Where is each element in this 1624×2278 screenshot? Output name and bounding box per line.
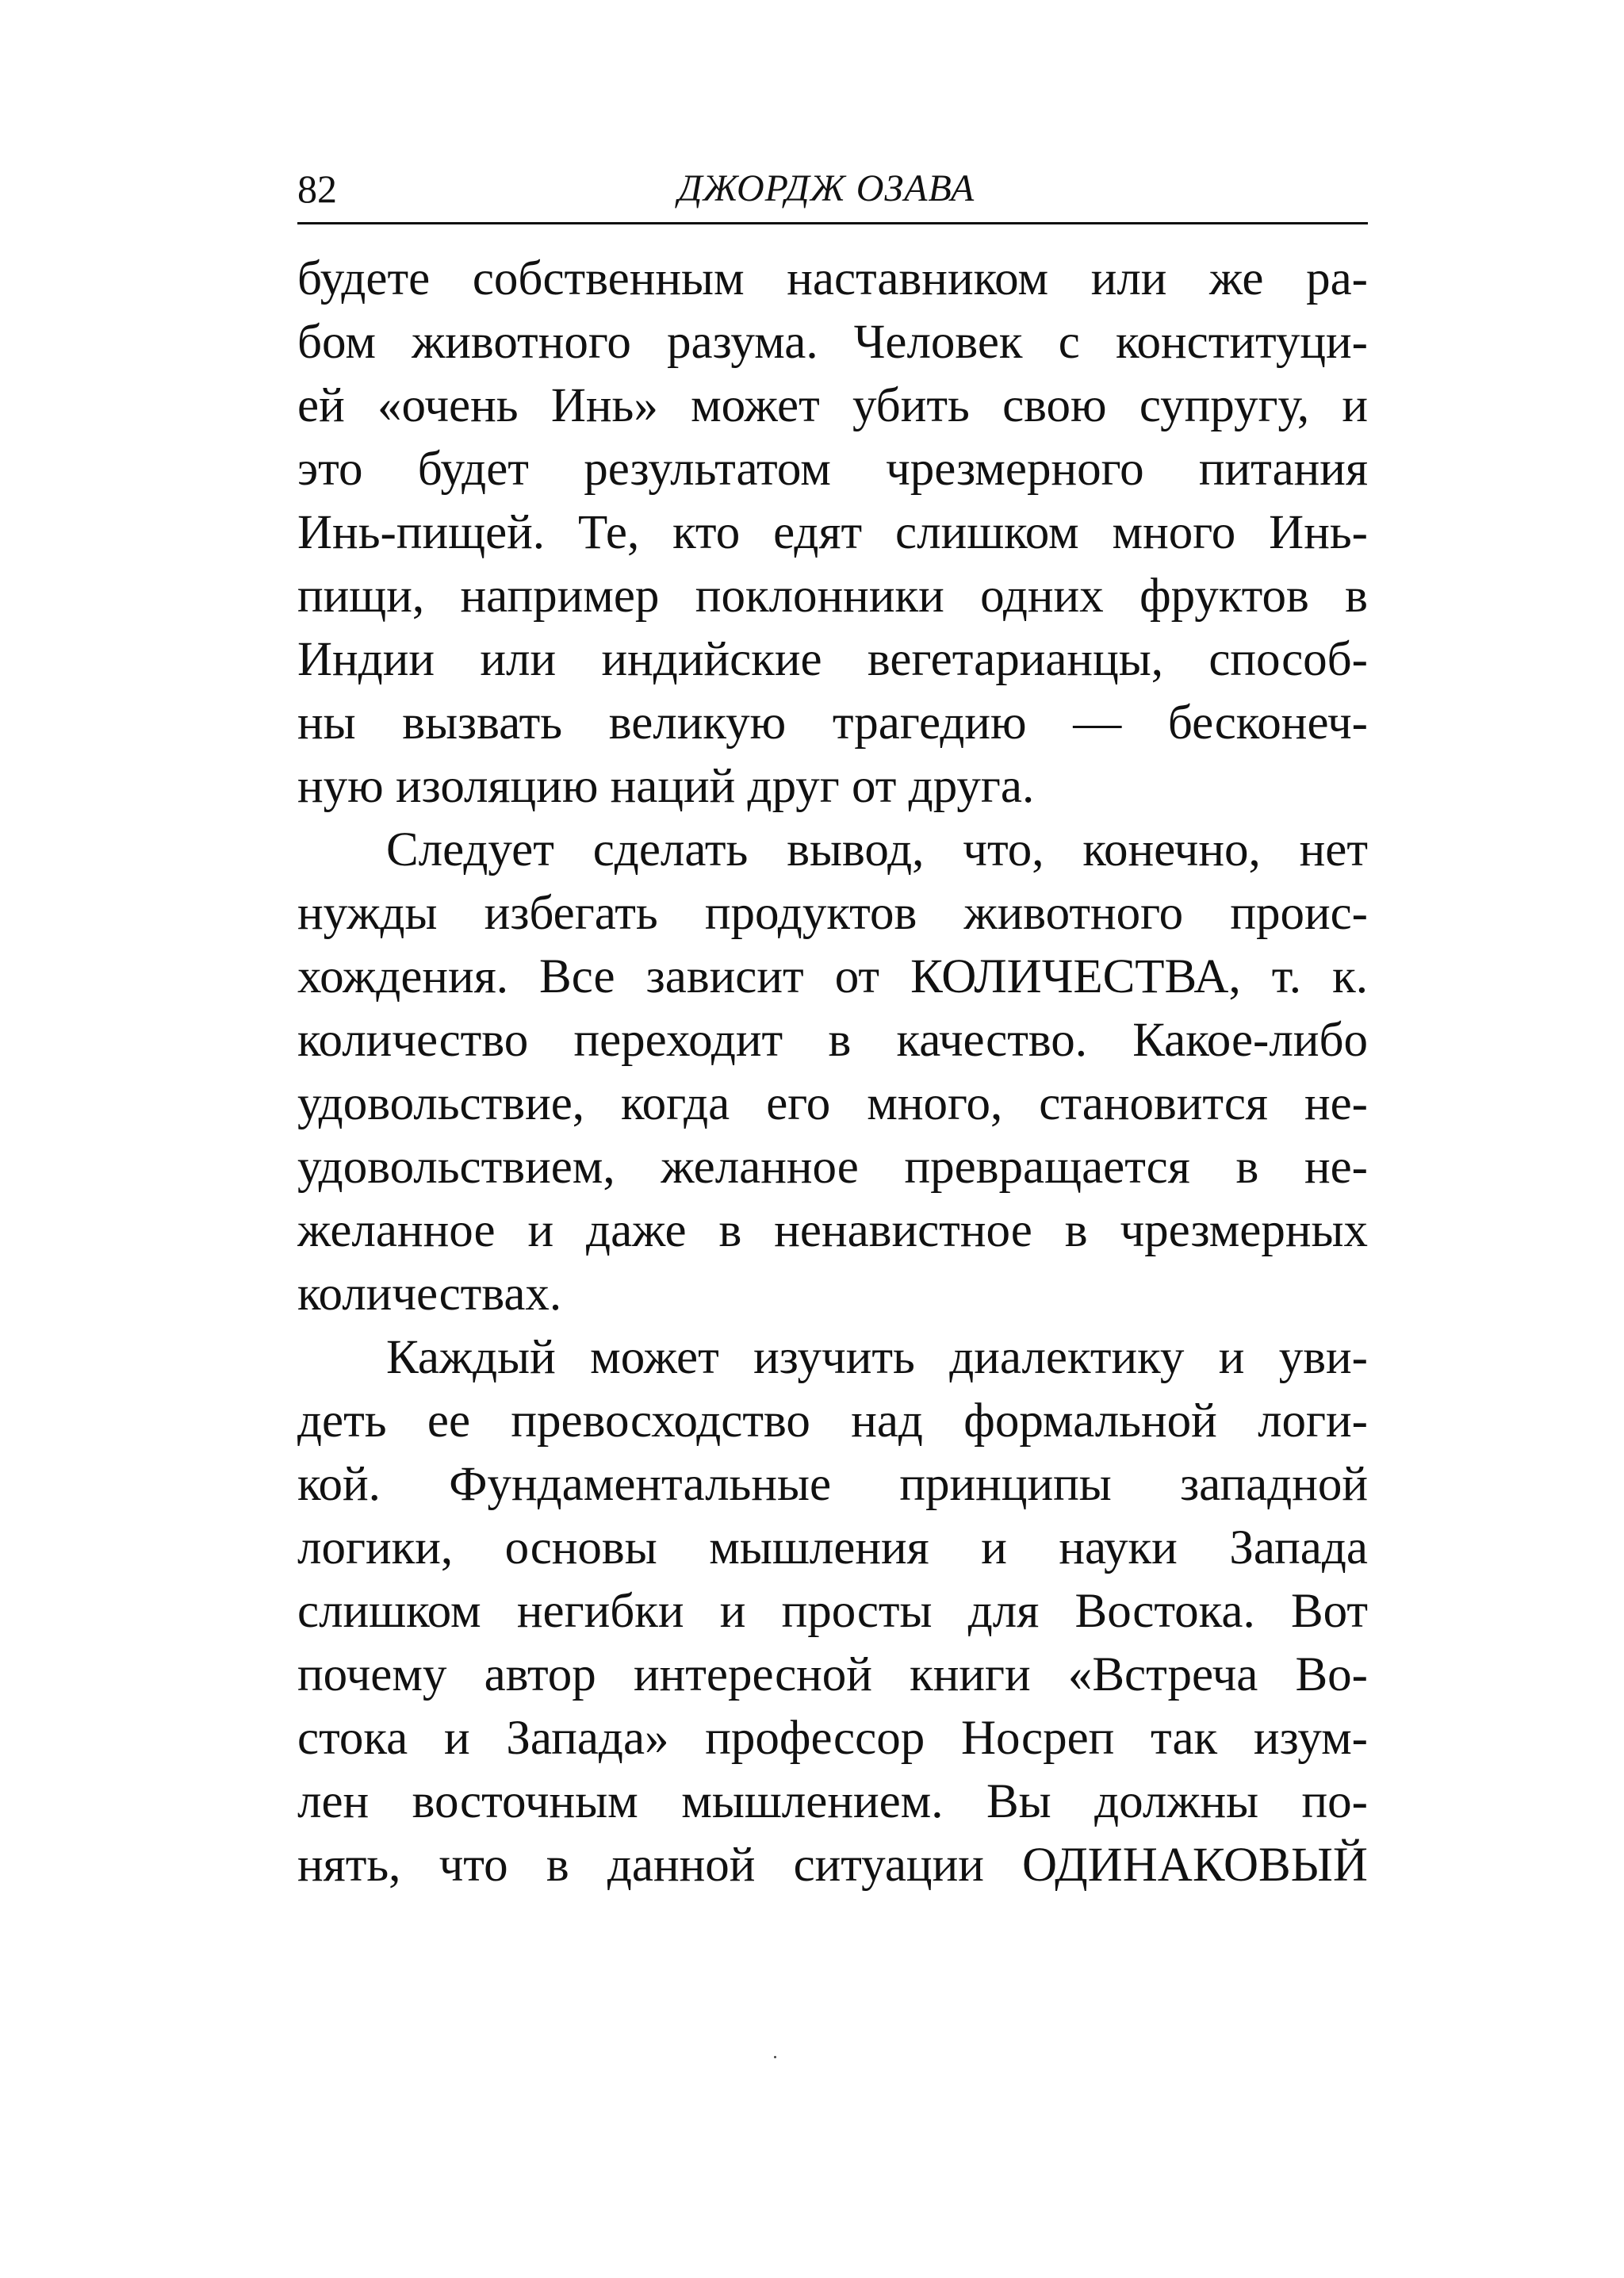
paragraph-first-line: Каждый может изучить диалектику и уви-: [386, 1331, 1368, 1384]
page-header: [297, 165, 1368, 224]
text-line: Инь-пищей. Те, кто едят слишком много Инь-: [297, 506, 1368, 559]
text-line: будете собственным наставником или же ра-: [297, 252, 1368, 305]
text-line: желанное и даже в ненавистное в чрезмерных: [297, 1204, 1368, 1257]
scan-speck: [774, 2056, 776, 2058]
text-line: бом животного разума. Человек с конституци-: [297, 316, 1368, 369]
text-line: нять, что в данной ситуации ОДИНАКОВЫЙ: [297, 1839, 1368, 1892]
text-line: почему автор интересной книги «Встреча Во-: [297, 1648, 1368, 1701]
body-text: [297, 247, 1368, 1897]
page-number: 82: [297, 167, 337, 211]
text-line: пищи, например поклонники одних фруктов в: [297, 570, 1368, 623]
text-line: это будет результатом чрезмерного питания: [297, 443, 1368, 496]
text-line: стока и Запада» профессор Носреп так изум-: [297, 1712, 1368, 1765]
text-line: лен восточным мышлением. Вы должны по-: [297, 1775, 1368, 1828]
text-line: удовольствие, когда его много, становится не-: [297, 1077, 1368, 1130]
text-line: ную изоляцию наций друг от друга.: [297, 760, 1035, 813]
text-line: нужды избегать продуктов животного проис-: [297, 887, 1368, 940]
text-line: ны вызвать великую трагедию — бесконеч-: [297, 696, 1368, 750]
text-line: удовольствием, желанное превращается в не-: [297, 1141, 1368, 1194]
paragraph-first-line: Следует сделать вывод, что, конечно, нет: [386, 823, 1368, 876]
text-line: логики, основы мышления и науки Запада: [297, 1521, 1368, 1574]
text-line: ей «очень Инь» может убить свою супругу, и: [297, 379, 1368, 432]
text-line: количествах.: [297, 1267, 562, 1321]
running-title: ДЖОРДЖ ОЗАВА: [678, 167, 975, 209]
text-line: Индии или индийские вегетарианцы, способ-: [297, 633, 1368, 686]
text-line: деть ее превосходство над формальной логи-: [297, 1394, 1368, 1448]
text-line: количество переходит в качество. Какое-либо: [297, 1014, 1368, 1067]
text-line: слишком негибки и просты для Востока. Вот: [297, 1585, 1368, 1638]
text-line: кой. Фундаментальные принципы западной: [297, 1458, 1368, 1511]
text-line: хождения. Все зависит от КОЛИЧЕСТВА, т. к.: [297, 950, 1368, 1003]
